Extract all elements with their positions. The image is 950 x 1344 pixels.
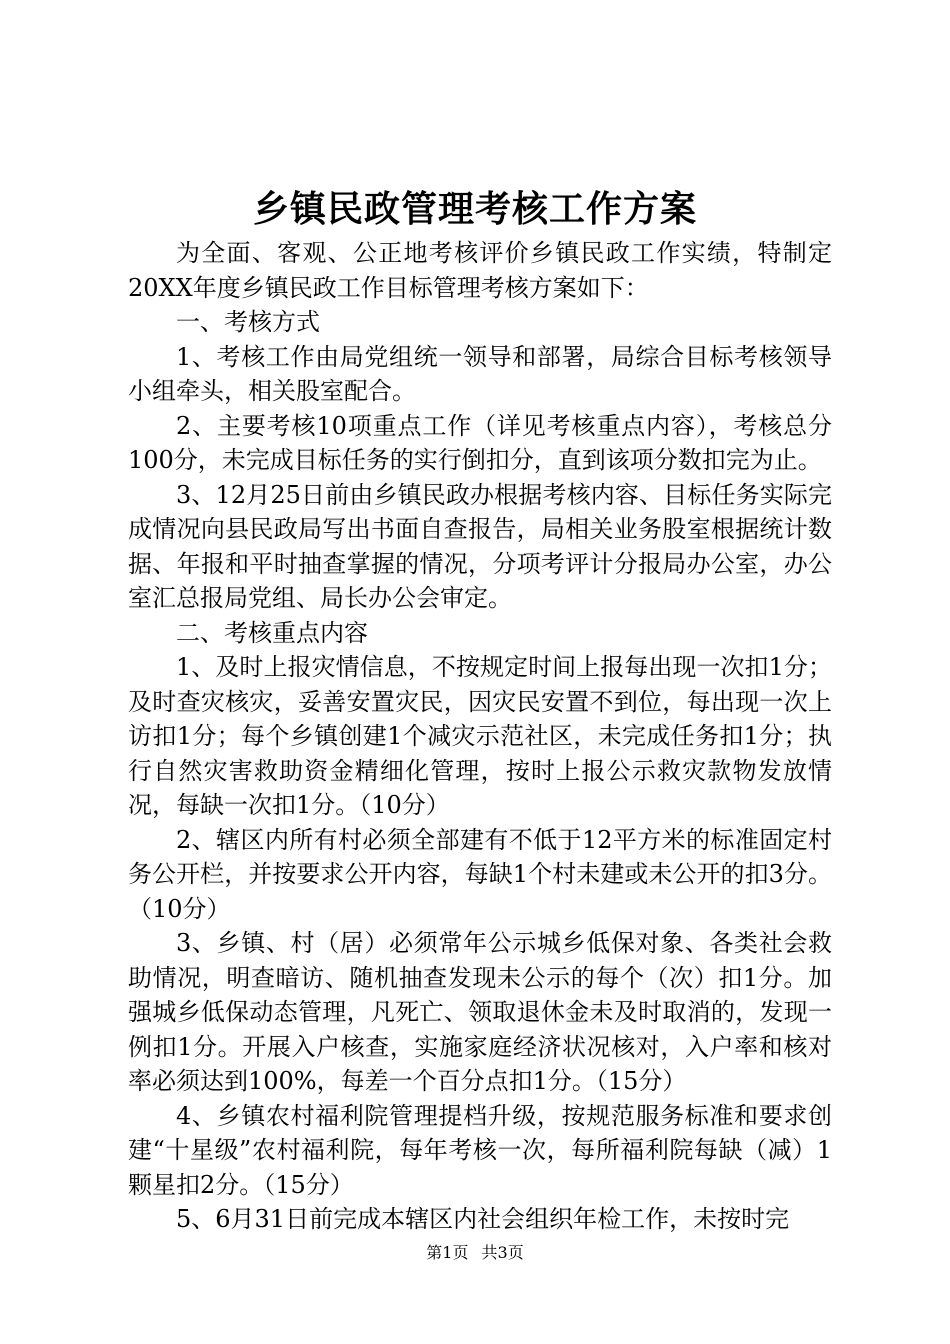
page-number: 第1页: [426, 1243, 469, 1262]
page-total: 共3页: [481, 1243, 524, 1262]
content-item-1: 1、及时上报灾情信息，不按规定时间上报每出现一次扣1分；及时查灾核灾，妥善安置灾民，因灾民安置不到位，每出现一次上访扣1分；每个乡镇创建1个减灾示范社区，未完成任务扣1分；执行自然灾害救助资金精细化管理，按时上报公示救灾款物发放情况，每缺一次扣1分。（10分）: [128, 653, 832, 819]
document-title: 乡镇民政管理考核工作方案: [252, 188, 697, 230]
method-item-2: 2、主要考核10项重点工作（详见考核重点内容），考核总分100分，未完成目标任务的实行倒扣分，直到该项分数扣完为止。: [128, 411, 832, 474]
content-item-5: 5、6月31日前完成本辖区内社会组织年检工作，未按时完: [176, 1205, 790, 1233]
content-item-4: 4、乡镇农村福利院管理提档升级，按规范服务标准和要求创建“十星级”农村福利院，每年考核一次，每所福利院每缺（减）1颗星扣2分。（15分）: [128, 1101, 832, 1199]
method-item-3: 3、12月25日前由乡镇民政办根据考核内容、目标任务实际完成情况向县民政局写出书面自查报告，局相关业务股室根据统计数据、年报和平时抽查掌握的情况，分项考评计分报局办公室，办公室汇总报局党组、局长办公会审定。: [128, 480, 832, 612]
section-heading-content: 二、考核重点内容: [176, 618, 368, 647]
content-item-3: 3、乡镇、村（居）必须常年公示城乡低保对象、各类社会救助情况，明查暗访、随机抽查发现未公示的每个（次）扣1分。加强城乡低保动态管理，凡死亡、领取退休金未及时取消的，发现一例扣1分。开展入户核查，实施家庭经济状况核对，入户率和核对率必须达到100%，每差一个百分点扣1分。（15分）: [128, 929, 832, 1095]
intro-paragraph: 为全面、客观、公正地考核评价乡镇民政工作实绩，特制定20XX年度乡镇民政工作目标管理考核方案如下：: [128, 239, 832, 302]
section-heading-method: 一、考核方式: [176, 308, 320, 336]
method-item-1: 1、考核工作由局党组统一领导和部署，局综合目标考核领导小组牵头，相关股室配合。: [128, 342, 832, 405]
document-body: [128, 236, 832, 1237]
content-item-2: 2、辖区内所有村必须全部建有不低于12平方米的标准固定村务公开栏，并按要求公开内容，每缺1个村未建或未公开的扣3分。（10分）: [128, 825, 832, 923]
page-footer: [0, 1242, 950, 1264]
